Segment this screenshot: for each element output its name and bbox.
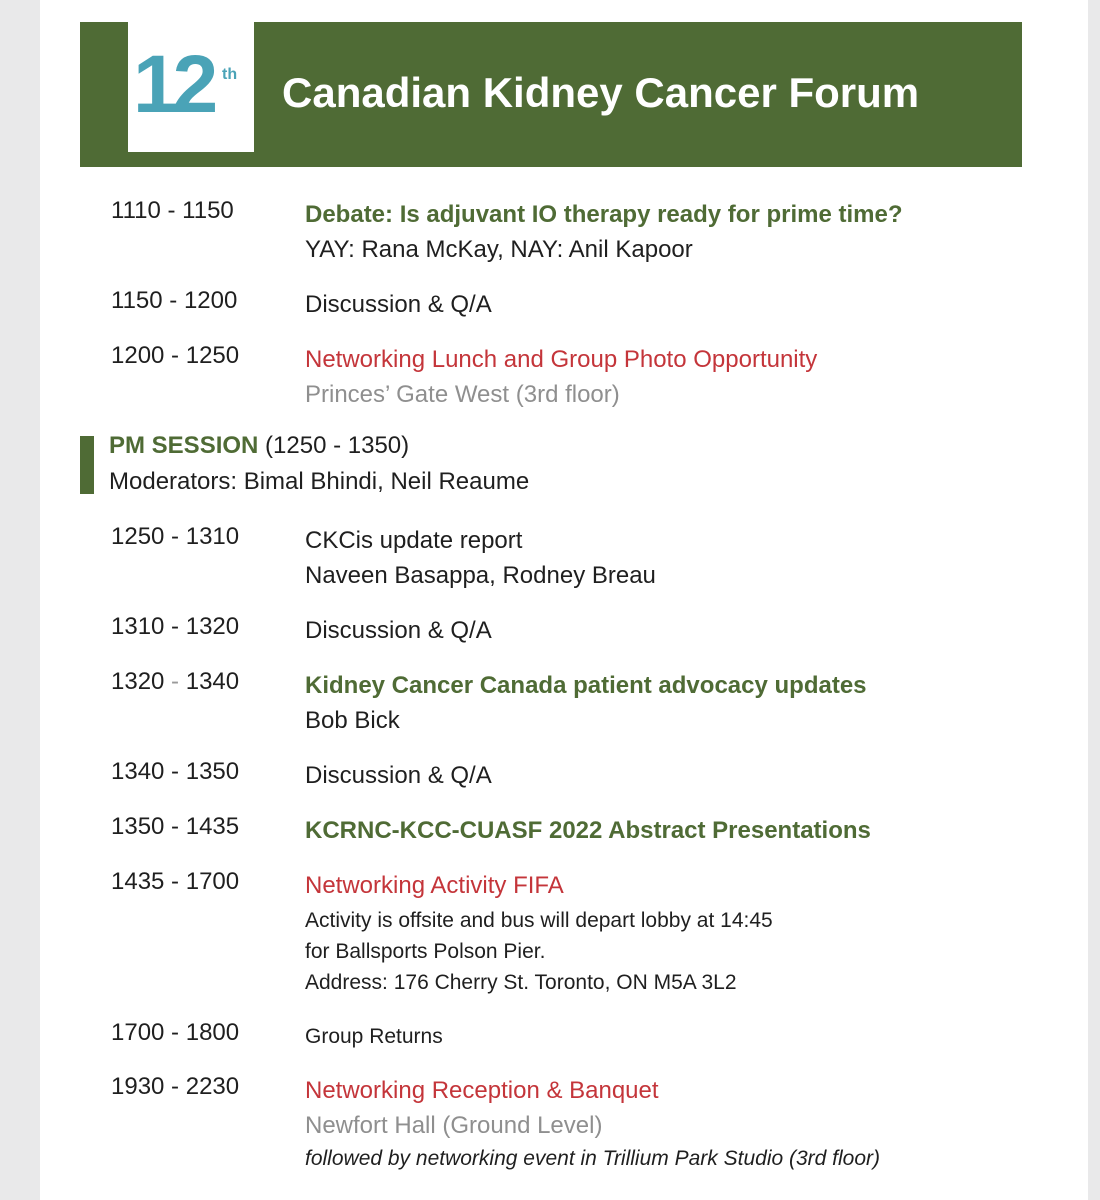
session-speakers: Naveen Basappa, Rodney Breau	[305, 562, 656, 589]
time-range: 1310 - 1320	[111, 613, 240, 640]
logo-suffix: th	[222, 66, 238, 83]
time-range: 1700 - 1800	[111, 1019, 240, 1046]
session-title: Discussion & Q/A	[305, 617, 492, 644]
session-title: Networking Lunch and Group Photo Opportunity	[305, 346, 818, 373]
session-marker-bar	[80, 436, 94, 494]
session-detail: for Ballsports Polson Pier.	[305, 940, 546, 963]
session-speakers: Bob Bick	[305, 707, 400, 734]
time-range: 1200 - 1250	[111, 342, 240, 369]
session-time: (1250 - 1350)	[265, 432, 410, 459]
time-range: 1150 - 1200	[111, 287, 238, 314]
session-label: PM SESSION	[109, 432, 259, 459]
time-range: 1250 - 1310	[111, 523, 240, 550]
logo-number: 12	[133, 39, 213, 130]
time-range: 1350 - 1435	[111, 813, 240, 840]
session-title: Debate: Is adjuvant IO therapy ready for prime time?	[305, 201, 903, 228]
forum-title: Canadian Kidney Cancer Forum	[282, 69, 920, 116]
session-title: Discussion & Q/A	[305, 291, 492, 318]
session-speakers: YAY: Rana McKay, NAY: Anil Kapoor	[305, 236, 693, 263]
time-range: 1930 - 2230	[111, 1073, 240, 1100]
session-title: Discussion & Q/A	[305, 762, 492, 789]
session-title: Group Returns	[305, 1025, 443, 1048]
time-range: 1340 - 1350	[111, 758, 240, 785]
session-title: KCRNC-KCC-CUASF 2022 Abstract Presentations	[305, 817, 871, 844]
session-title: Networking Activity FIFA	[305, 872, 564, 899]
session-title: Kidney Cancer Canada patient advocacy updates	[305, 672, 867, 699]
session-detail: Address: 176 Cherry St. Toronto, ON M5A 3L2	[305, 971, 737, 994]
time-range: 1435 - 1700	[111, 868, 240, 895]
session-title: CKCis update report	[305, 527, 523, 554]
session-note: followed by networking event in Trillium Park Studio (3rd floor)	[305, 1147, 881, 1170]
session-location: Newfort Hall (Ground Level)	[305, 1112, 603, 1139]
session-location: Princes’ Gate West (3rd floor)	[305, 381, 620, 408]
time-range: 1320 - 1340	[111, 668, 240, 695]
pm-session-header	[109, 428, 529, 500]
session-detail: Activity is offsite and bus will depart lobby at 14:45	[305, 909, 773, 932]
time-range: 1110 - 1150	[111, 197, 234, 224]
session-title: Networking Reception & Banquet	[305, 1077, 659, 1104]
session-moderators: Moderators: Bimal Bhindi, Neil Reaume	[109, 468, 530, 495]
